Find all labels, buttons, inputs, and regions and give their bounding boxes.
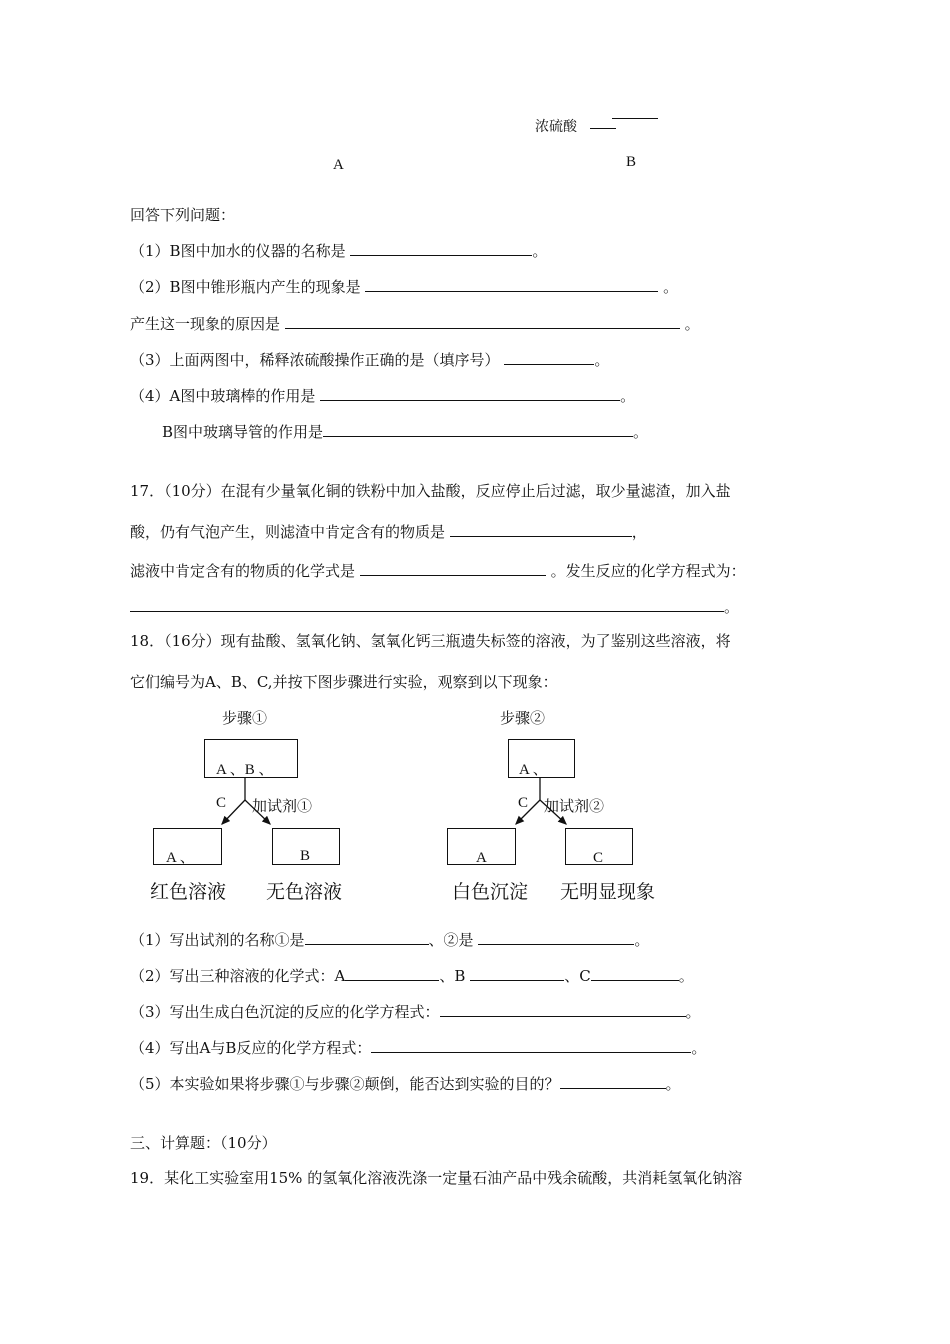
- q16-p1-prefix: （1）B图中加水的仪器的名称是: [130, 242, 346, 260]
- q16-p2-prefix: （2）B图中锥形瓶内产生的现象是: [130, 278, 361, 296]
- q16-p4-suffix: 。: [620, 387, 636, 405]
- q18-precipitate-equation-blank[interactable]: [440, 1002, 686, 1017]
- q19-line1: 19．某化工实验室用15% 的氢氧化溶液洗涤一定量石油产品中残余硫酸，共消耗氢氧化钠溶: [130, 1169, 743, 1187]
- q18-formula-a-blank[interactable]: [345, 966, 439, 981]
- q18-swap-answer-blank[interactable]: [560, 1074, 666, 1089]
- q18-p2-suffix: 。: [678, 967, 694, 985]
- q18-p2-b: 、B: [439, 967, 466, 985]
- q16-p3-suffix: 。: [594, 351, 610, 369]
- q18-p4-suffix: 。: [691, 1039, 707, 1057]
- step1-top-box-label: A 、B 、: [216, 762, 274, 778]
- step1-right-arrow: [245, 800, 270, 824]
- figure-label-a: A: [333, 157, 344, 173]
- q18-ab-equation-blank[interactable]: [371, 1038, 691, 1053]
- figure-label-b: B: [626, 154, 637, 170]
- step1-title: 步骤①: [222, 709, 268, 727]
- step1-right-box-label: B: [300, 848, 311, 864]
- step2-title: 步骤②: [500, 709, 546, 727]
- step1-c-label: C: [216, 795, 227, 811]
- q16-p2b-prefix: 产生这一现象的原因是: [130, 315, 281, 333]
- step2-left-arrow: [516, 800, 540, 824]
- q18-part1: [130, 930, 649, 949]
- q16-p4b-suffix: 。: [633, 423, 649, 441]
- section3-title: 三、计算题：（10分）: [130, 1134, 277, 1152]
- q18-part2: [130, 966, 694, 985]
- acid-label: 浓硫酸: [535, 119, 577, 135]
- q18-p5-suffix: 。: [665, 1075, 681, 1093]
- step1-left-result: 红色溶液: [150, 881, 227, 903]
- q16-p1-suffix: 。: [532, 242, 548, 260]
- q18-line2: 它们编号为A、B、C,并按下图步骤进行实验，观察到以下现象：: [130, 673, 558, 691]
- q18-p2-c: 、C: [564, 967, 591, 985]
- q18-reagent1-blank[interactable]: [305, 930, 429, 945]
- step2-left-result: 白色沉淀: [452, 881, 529, 903]
- q17-line1: 17．（10分）在混有少量氧化铜的铁粉中加入盐酸，反应停止后过滤，取少量滤渣，加入盐: [130, 482, 731, 500]
- step1-left-box-label: A 、: [166, 850, 195, 866]
- q16-p2b-suffix: 。: [684, 315, 700, 333]
- step2-reagent-label: 加试剂②: [544, 797, 605, 815]
- step1-reagent-label: 加试剂①: [252, 797, 313, 815]
- q18-p3-prefix: （3）写出生成白色沉淀的反应的化学方程式：: [130, 1003, 440, 1021]
- q18-reagent2-blank[interactable]: [478, 930, 634, 945]
- q17-l4-suffix: 。: [724, 598, 740, 616]
- step2-right-box-label: C: [593, 850, 604, 866]
- step2-left-box-label: A: [476, 850, 487, 866]
- step2-right-arrow: [540, 800, 566, 824]
- q17-l2-prefix: 酸，仍有气泡产生，则滤渣中肯定含有的物质是: [130, 523, 446, 541]
- step1-right-result: 无色溶液: [266, 881, 343, 903]
- q18-formula-b-blank[interactable]: [470, 966, 564, 981]
- q18-p4-prefix: （4）写出A与B反应的化学方程式：: [130, 1039, 372, 1057]
- q18-part4: [130, 1038, 706, 1057]
- q18-part5: [130, 1074, 681, 1093]
- step2-top-box-label: A 、: [519, 762, 548, 778]
- q16-p3-prefix: （3）上面两图中，稀释浓硫酸操作正确的是（填序号）: [130, 351, 500, 369]
- q18-p1-suffix: 。: [634, 931, 650, 949]
- q18-p2-prefix: （2）写出三种溶液的化学式：A: [130, 967, 346, 985]
- q18-part3: [130, 1002, 701, 1021]
- q17-l2-suffix: ，: [631, 523, 647, 541]
- q18-p1-mid: 、②是: [428, 931, 474, 949]
- step2-c-label: C: [518, 795, 529, 811]
- step1-left-arrow: [222, 800, 245, 824]
- q17-l3-suffix: 。发生反应的化学方程式为：: [550, 562, 746, 580]
- q16-p2-suffix: 。: [663, 278, 679, 296]
- q16-p4-prefix: （4）A图中玻璃棒的作用是: [130, 387, 316, 405]
- q16-intro: 回答下列问题：: [130, 206, 236, 224]
- q16-p4b-prefix: B图中玻璃导管的作用是: [162, 423, 324, 441]
- step2-right-result: 无明显现象: [560, 881, 656, 903]
- q18-p3-suffix: 。: [685, 1003, 701, 1021]
- q17-l3-prefix: 滤液中肯定含有的物质的化学式是: [130, 562, 356, 580]
- q18-p1-prefix: （1）写出试剂的名称①是: [130, 931, 305, 949]
- q18-p5-prefix: （5）本实验如果将步骤①与步骤②颠倒，能否达到实验的目的？: [130, 1075, 560, 1093]
- q18-formula-c-blank[interactable]: [591, 966, 679, 981]
- q18-line1: 18．（16分）现有盐酸、氢氧化钠、氢氧化钙三瓶遗失标签的溶液，为了鉴别这些溶液，将: [130, 632, 731, 650]
